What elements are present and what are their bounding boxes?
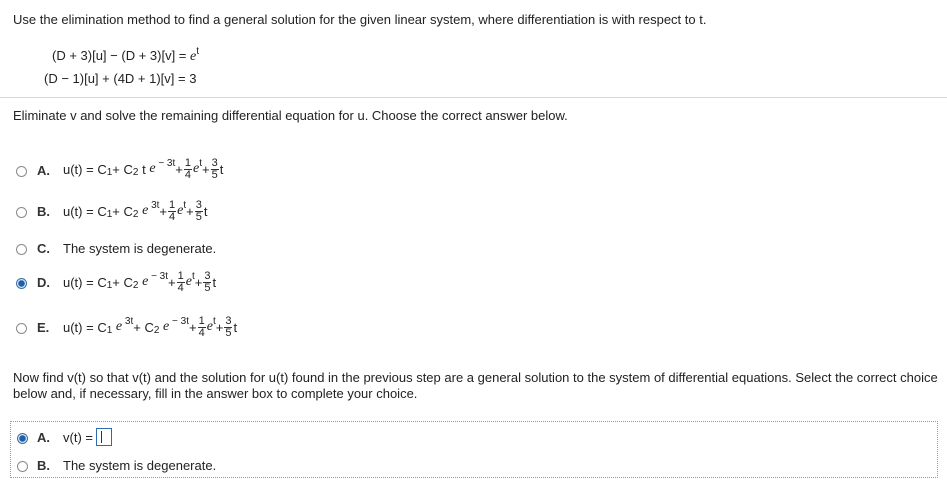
part1-option-b-expression: u(t) = C 1 + C 2 e 3t + $\frac{1}{4}$ e t + $\frac{3}{5}$ t bbox=[63, 198, 208, 223]
part1-option-e-radio[interactable] bbox=[16, 323, 27, 334]
equation-1 bbox=[52, 48, 199, 65]
part1-option-d-label: D. bbox=[37, 275, 50, 290]
part2-option-a-radio[interactable] bbox=[17, 433, 28, 444]
v-answer-input[interactable] bbox=[96, 428, 112, 446]
part1-option-c-label: C. bbox=[37, 241, 50, 256]
part1-option-c-radio[interactable] bbox=[16, 244, 27, 255]
part2-option-b-radio[interactable] bbox=[17, 461, 28, 472]
part1-option-a-radio[interactable] bbox=[16, 166, 27, 177]
divider bbox=[0, 97, 947, 98]
part1-option-b-radio[interactable] bbox=[16, 207, 27, 218]
part2-option-a-content bbox=[63, 428, 112, 446]
part2-prompt: Now find v(t) so that v(t) and the solution for u(t) found in the previous step are a general solution to the system of differential equations. Select the correct choice below and, if necessary, fill in the answer box to complete your choice. bbox=[13, 370, 938, 401]
part2-option-b-text: The system is degenerate. bbox=[63, 458, 217, 473]
part2-option-a-text: v(t) = bbox=[63, 429, 93, 445]
part1-option-a-expression: u(t) = C 1 + C 2 t e − 3t + $\frac{1}{4}$ e t + $\frac{3}{5}$ t bbox=[63, 156, 224, 181]
equation-1-lhs: (D + 3)[u] − (D + 3)[v] = bbox=[52, 48, 187, 63]
part1-option-b-label: B. bbox=[37, 204, 50, 219]
equation-1-rhs-exp: t bbox=[196, 46, 200, 57]
part2-option-b-label: B. bbox=[37, 458, 50, 473]
part1-option-e-label: E. bbox=[37, 320, 50, 335]
equation-2: (D − 1)[u] + (4D + 1)[v] = 3 bbox=[44, 71, 197, 86]
part1-option-e-expression: u(t) = C 1 e 3t + C 2 e − 3t + $\frac{1}{4}$ e t + $\frac{3}{5}$ t bbox=[63, 314, 238, 339]
part1-option-d-expression: u(t) = C 1 + C 2 e − 3t + $\frac{1}{4}$ e t + $\frac{3}{5}$ t bbox=[63, 269, 217, 294]
part2-option-a-label: A. bbox=[37, 430, 50, 445]
part1-prompt: Eliminate v and solve the remaining differential equation for u. Choose the correct answer below. bbox=[13, 108, 568, 123]
part1-option-d-radio[interactable] bbox=[16, 278, 27, 289]
part1-option-c-text: The system is degenerate. bbox=[63, 241, 217, 256]
part1-option-a-label: A. bbox=[37, 163, 50, 178]
question-intro: Use the elimination method to find a general solution for the given linear system, where differentiation is with respect to t. bbox=[13, 12, 707, 27]
equation-1-rhs-base: e bbox=[190, 49, 197, 64]
